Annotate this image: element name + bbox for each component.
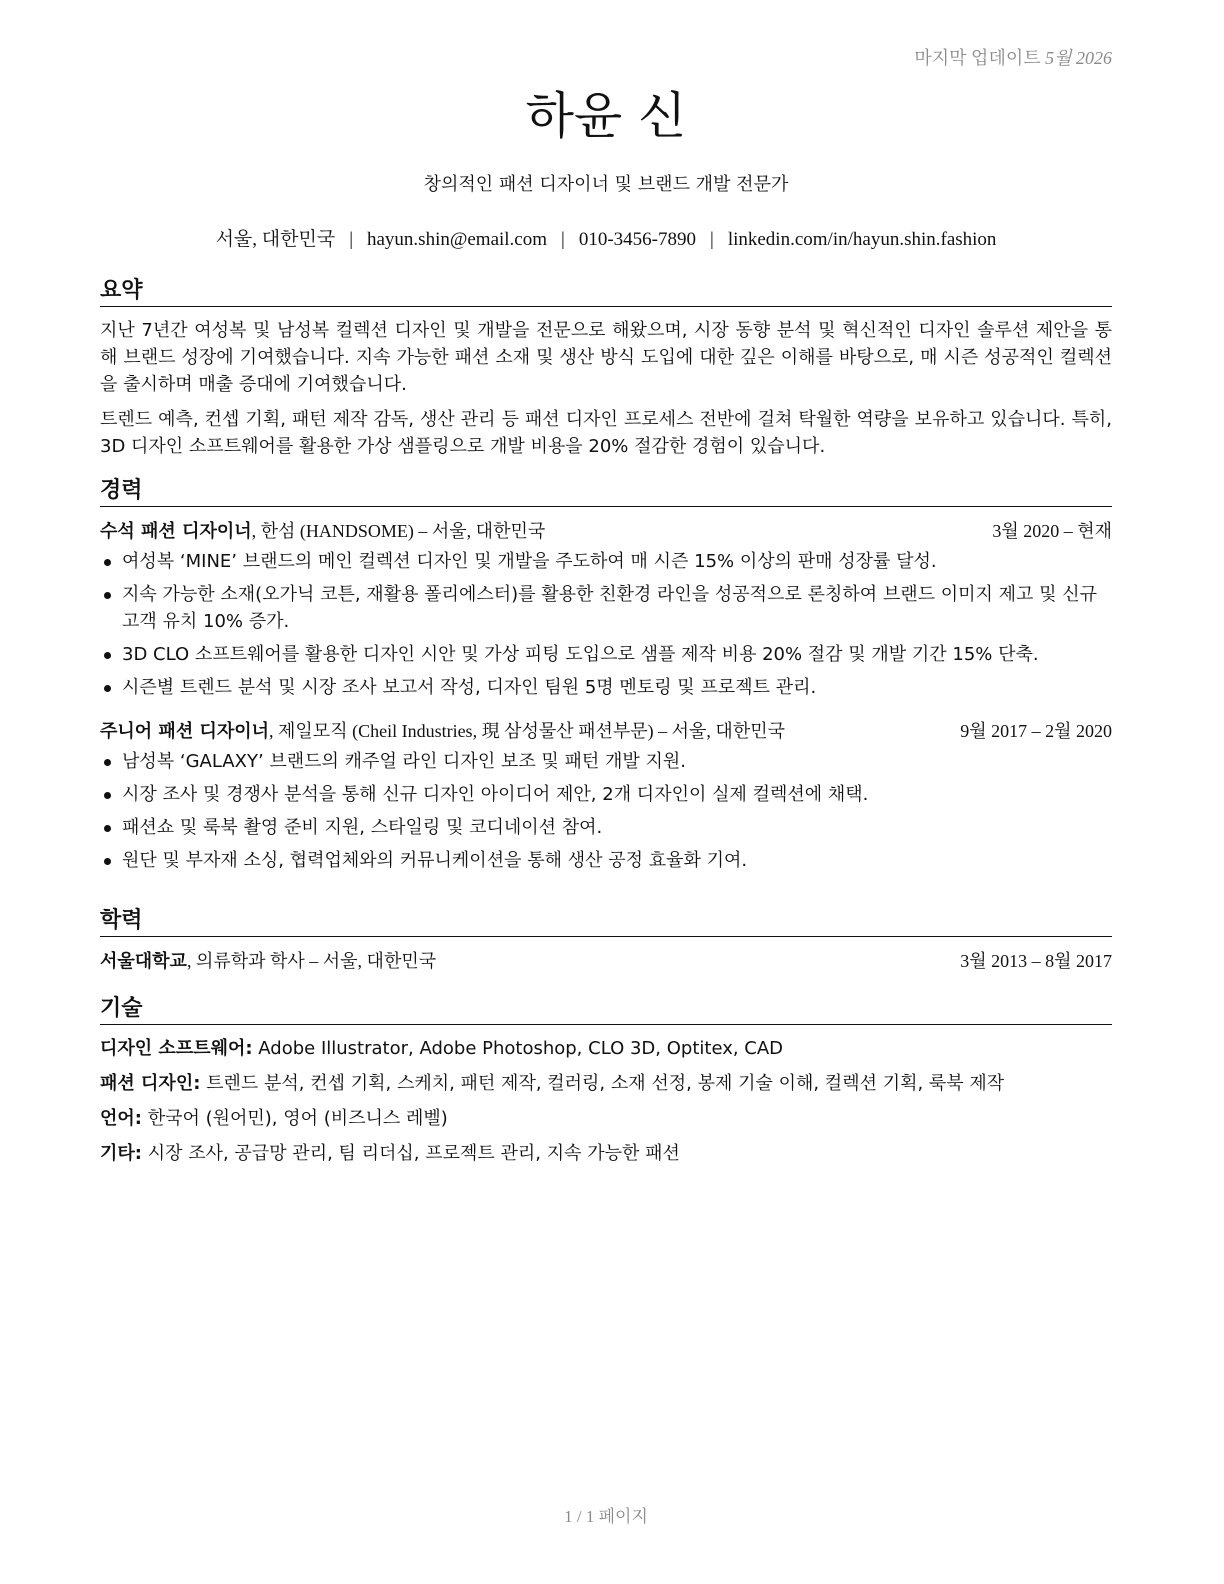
last-updated <box>914 44 1112 70</box>
job-bullet: 원단 및 부자재 소싱, 협력업체와의 커뮤니케이션을 통해 생산 공정 효율화 기여. <box>100 847 1112 874</box>
skill-row <box>100 1140 1112 1167</box>
skill-value: 시장 조사, 공급망 관리, 팀 리더십, 프로젝트 관리, 지속 가능한 패션 <box>141 1143 680 1164</box>
skill-value: 한국어 (원어민), 영어 (비즈니스 레벨) <box>141 1108 448 1129</box>
job-bullets <box>100 748 1112 874</box>
job-role: 수석 패션 디자이너 <box>100 521 252 542</box>
education-entry <box>100 947 1112 976</box>
job-role: 주니어 패션 디자이너 <box>100 721 270 742</box>
job-bullet: 패션쇼 및 룩북 촬영 준비 지원, 스타일링 및 코디네이션 참여. <box>100 814 1112 841</box>
experience-section <box>100 476 1112 880</box>
job-company: , 제일모직 (Cheil Industries, 現 삼성물산 패션부문) – 서울, 대한민국 <box>269 721 785 741</box>
last-updated-date: 5월 2026 <box>1045 48 1112 68</box>
candidate-name: 하윤 신 <box>525 87 687 145</box>
skill-key: 패션 디자인: <box>100 1073 201 1094</box>
education-date: 3월 2013 – 8월 2017 <box>960 951 1112 971</box>
job-header <box>100 717 1112 746</box>
skill-row <box>100 1105 1112 1132</box>
skill-row <box>100 1070 1112 1097</box>
skill-value: 트렌드 분석, 컨셉 기획, 스케치, 패턴 제작, 컬러링, 소재 선정, 봉제 기술 이해, 컬렉션 기획, 룩북 제작 <box>200 1073 1005 1094</box>
skill-key: 언어: <box>100 1108 142 1129</box>
summary-section <box>100 276 1112 468</box>
job-bullet: 시장 조사 및 경쟁사 분석을 통해 신규 디자인 아이디어 제안, 2개 디자인이 실제 컬렉션에 채택. <box>100 781 1112 808</box>
skill-key: 디자인 소프트웨어: <box>100 1038 253 1059</box>
section-title-skills: 기술 <box>100 994 1112 1025</box>
page-number: 1 / 1 페이지 <box>564 1507 648 1526</box>
contact-separator: | <box>710 229 714 250</box>
job-entry <box>100 717 1112 874</box>
job-bullet: 여성복 ‘MINE’ 브랜드의 메인 컬렉션 디자인 및 개발을 주도하여 매 시즌 15% 이상의 판매 성장률 달성. <box>100 548 1112 575</box>
contact-linkedin[interactable]: linkedin.com/in/hayun.shin.fashion <box>727 229 997 250</box>
summary-paragraph: 지난 7년간 여성복 및 남성복 컬렉션 디자인 및 개발을 전문으로 해왔으며, 시장 동향 분석 및 혁신적인 디자인 솔루션 제안을 통해 브랜드 성장에 기여했습니다. 지속 가능한 패션 소재 및 생산 방식 도입에 대한 깊은 이해를 바탕으로, 매 시즌 성공적인 컬렉션을 출시하며 매출 증대에 기여했습니다. <box>100 320 1112 395</box>
job-company: , 한섬 (HANDSOME) – 서울, 대한민국 <box>251 521 546 541</box>
job-date: 9월 2017 – 2월 2020 <box>960 721 1112 741</box>
job-bullet: 3D CLO 소프트웨어를 활용한 디자인 시안 및 가상 피팅 도입으로 샘플 제작 비용 20% 절감 및 개발 기간 15% 단축. <box>100 641 1112 668</box>
contact-line <box>100 224 1112 251</box>
job-bullet: 남성복 ‘GALAXY’ 브랜드의 캐주얼 라인 디자인 보조 및 패턴 개발 지원. <box>100 748 1112 775</box>
section-title-summary: 요약 <box>100 276 1112 307</box>
job-bullet: 지속 가능한 소재(오가닉 코튼, 재활용 폴리에스터)를 활용한 친환경 라인을 성공적으로 론칭하여 브랜드 이미지 제고 및 신규 고객 유치 10% 증가. <box>100 581 1112 635</box>
job-header <box>100 517 1112 546</box>
candidate-tagline: 창의적인 패션 디자이너 및 브랜드 개발 전문가 <box>423 174 789 195</box>
education-school: 서울대학교 <box>100 951 187 972</box>
contact-separator: | <box>561 229 565 250</box>
contact-phone: 010-3456-7890 <box>578 229 696 250</box>
contact-email[interactable]: hayun.shin@email.com <box>367 229 548 250</box>
contact-location: 서울, 대한민국 <box>215 229 336 250</box>
skill-row <box>100 1035 1112 1062</box>
skills-section <box>100 994 1112 1175</box>
summary-paragraph: 트렌드 예측, 컨셉 기획, 패턴 제작 감독, 생산 관리 등 패션 디자인 프로세스 전반에 걸쳐 탁월한 역량을 보유하고 있습니다. 특히, 3D 디자인 소프트웨어를 활용한 가상 샘플링으로 개발 비용을 20% 절감한 경험이 있습니다. <box>100 409 1112 457</box>
section-title-education: 학력 <box>100 906 1112 937</box>
job-bullets <box>100 548 1112 701</box>
contact-separator: | <box>349 229 353 250</box>
job-bullet: 시즌별 트렌드 분석 및 시장 조사 보고서 작성, 디자인 팀원 5명 멘토링 및 프로젝트 관리. <box>100 674 1112 701</box>
education-section <box>100 906 1112 976</box>
last-updated-label: 마지막 업데이트 <box>914 48 1041 68</box>
section-title-experience: 경력 <box>100 476 1112 507</box>
skill-value: Adobe Illustrator, Adobe Photoshop, CLO 3D, Optitex, CAD <box>252 1038 784 1059</box>
skill-key: 기타: <box>100 1143 142 1164</box>
resume-page <box>100 0 1112 1584</box>
education-degree: , 의류학과 학사 – 서울, 대한민국 <box>186 951 437 971</box>
job-entry <box>100 517 1112 701</box>
job-date: 3월 2020 – 현재 <box>992 521 1112 541</box>
